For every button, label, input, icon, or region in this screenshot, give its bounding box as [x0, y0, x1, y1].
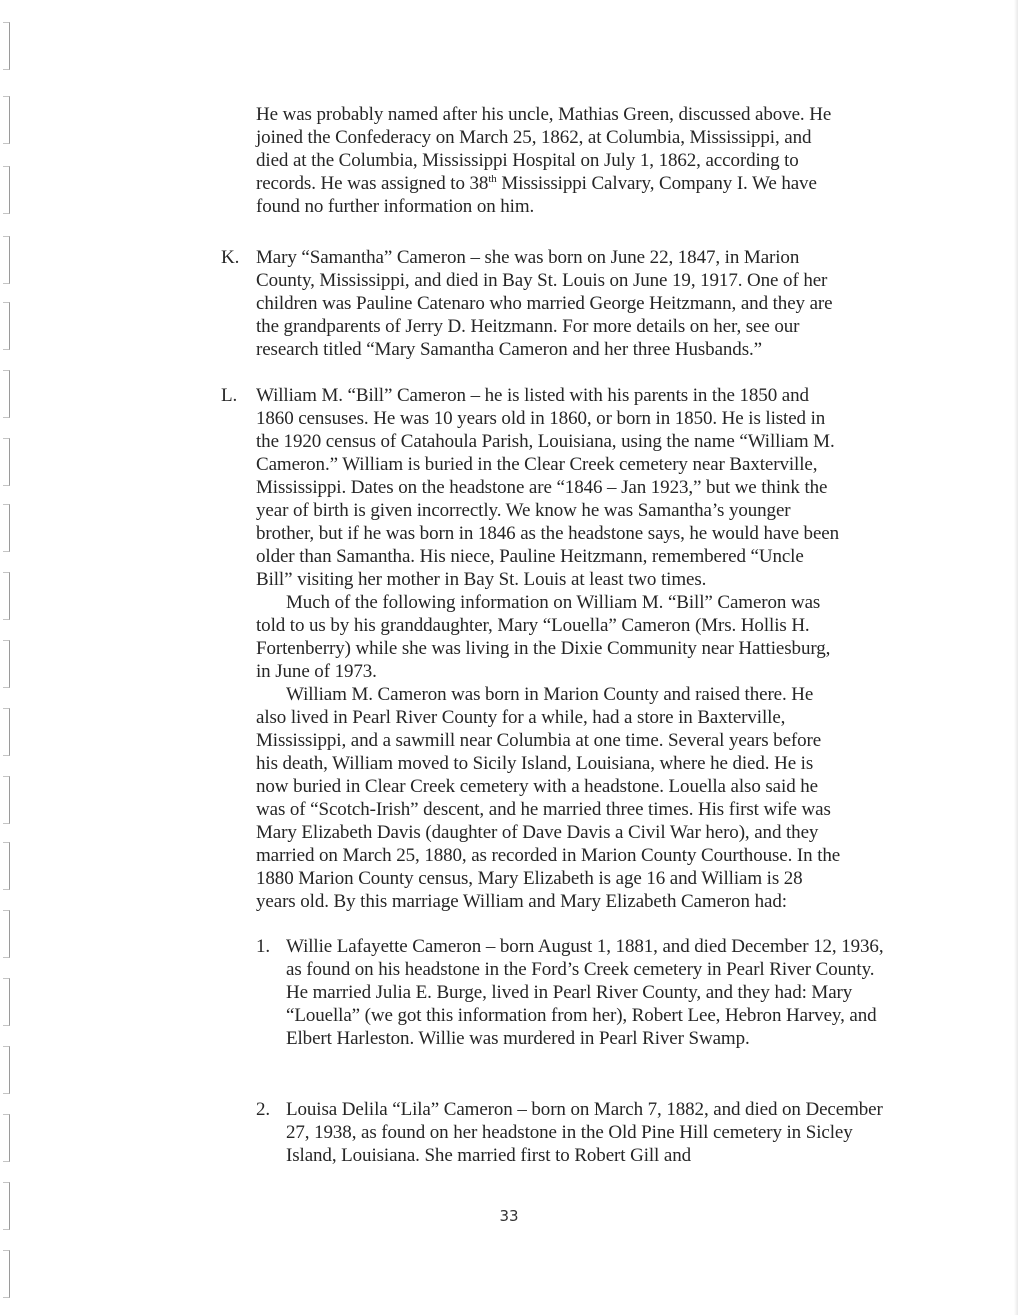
list-number: 1. — [256, 936, 271, 957]
text-line: Much of the following information on William M. “Bill” Cameron was — [286, 592, 821, 613]
text-line: William M. “Bill” Cameron – he is listed with his parents in the 1850 and — [256, 385, 809, 406]
text-line: years old. By this marriage William and Mary Elizabeth Cameron had: — [256, 891, 787, 912]
text-line: joined the Confederacy on March 25, 1862, at Columbia, Mississippi, and — [256, 127, 812, 148]
text-line: Mississippi. Dates on the headstone are “1846 – Jan 1923,” but we think the — [256, 477, 828, 498]
text-line: married on March 25, 1880, as recorded in Marion County Courthouse. In the — [256, 845, 841, 866]
text-line: River Swamp. — [642, 1028, 750, 1049]
text-line: year of birth is given incorrectly. We know he was Samantha’s younger — [256, 500, 791, 521]
text-line: 1860 censuses. He was 10 years old in 1860, or born in 1850. He is listed in — [256, 408, 826, 429]
text-line: December 27, 1938, as found on her headstone in the Old Pine Hill — [286, 1099, 883, 1143]
text-line: Mary “Samantha” Cameron – she was born on June 22, 1847, in Marion — [256, 247, 800, 268]
text-line: William M. Cameron was born in Marion County and raised there. He — [286, 684, 814, 705]
entry-k-paragraph — [256, 246, 896, 361]
text-line: Mississippi, and a sawmill near Columbia at one time. Several years before — [256, 730, 822, 751]
binder-mark — [3, 776, 10, 824]
binder-mark — [3, 302, 10, 350]
binder-mark — [3, 96, 10, 144]
text-line: also lived in Pearl River County for a while, had a store in Baxterville, — [256, 707, 786, 728]
text-line: 1880 Marion County census, Mary Elizabeth is age 16 and William is 28 — [256, 868, 803, 889]
entry-l-paragraph — [256, 384, 896, 913]
text-line: told to us by his granddaughter, Mary “Louella” Cameron (Mrs. Hollis H. — [256, 615, 810, 636]
text-line: and they had: Mary “Louella” (we got this information from her), Robert — [286, 982, 853, 1026]
binder-mark — [3, 708, 10, 756]
ordinal-superscript: th — [488, 173, 497, 185]
binder-mark — [3, 842, 10, 890]
entry-letter: L. — [221, 385, 238, 406]
text-line: Lee, Hebron Harvey, and Elbert Harleston. Willie was murdered in Pearl — [286, 1005, 877, 1049]
text-line: County, Mississippi, and died in Bay St. Louis on June 19, 1917. One of her — [256, 270, 828, 291]
page-edge-shadow — [1014, 0, 1018, 1315]
binder-mark — [3, 1046, 10, 1094]
text-line: cemetery in Sicley Island, Louisiana. She married first to Robert Gill and — [286, 1122, 853, 1166]
text-line: found no further information on him. — [256, 196, 535, 217]
text-line: died at the Columbia, Mississippi Hospital on July 1, 1862, according to — [256, 150, 799, 171]
binder-mark — [3, 910, 10, 958]
list-number: 2. — [256, 1099, 271, 1120]
binder-mark — [3, 438, 10, 486]
list-item — [286, 1098, 896, 1167]
list-item — [286, 935, 896, 1050]
binder-mark — [3, 504, 10, 552]
text-line — [256, 172, 896, 195]
text-line: Mary Elizabeth Davis (daughter of Dave Davis a Civil War hero), and they — [256, 822, 819, 843]
text-line: in June of 1973. — [256, 661, 377, 682]
binder-mark — [3, 22, 10, 70]
text-line: his death, William moved to Sicily Island, Louisiana, where he died. He is — [256, 753, 814, 774]
binder-mark — [3, 978, 10, 1026]
text-line: Louisa Delila “Lila” Cameron – born on March 7, 1882, and died on — [286, 1099, 801, 1120]
text-line: older than Samantha. His niece, Pauline Heitzmann, remembered “Uncle — [256, 546, 804, 567]
text-line: research titled “Mary Samantha Cameron and her three Husbands.” — [256, 339, 762, 360]
text-line: 1936, as found on his headstone in the Ford’s Creek cemetery in Pearl — [286, 936, 884, 980]
binder-mark — [3, 370, 10, 418]
binder-edge — [0, 0, 14, 1315]
text-line: the grandparents of Jerry D. Heitzmann. For more details on her, see our — [256, 316, 800, 337]
binder-mark — [3, 236, 10, 284]
text-line: brother, but if he was born in 1846 as the headstone says, he would have been — [256, 523, 840, 544]
binder-mark — [3, 640, 10, 688]
text-line: Willie Lafayette Cameron – born August 1, 1881, and died December 12, — [286, 936, 837, 957]
text-fragment: Mississippi Calvary, Company I. We have — [496, 173, 817, 194]
binder-mark — [3, 166, 10, 214]
intro-paragraph — [256, 103, 896, 218]
text-line: Fortenberry) while she was living in the Dixie Community near Hattiesburg, — [256, 638, 831, 659]
text-line: Bill” visiting her mother in Bay St. Louis at least two times. — [256, 569, 707, 590]
page-number: 33 — [499, 1207, 519, 1225]
text-line: He was probably named after his uncle, Mathias Green, discussed above. He — [256, 104, 832, 125]
text-line: Cameron.” William is buried in the Clear Creek cemetery near Baxterville, — [256, 454, 818, 475]
binder-mark — [3, 1250, 10, 1298]
text-line: the 1920 census of Catahoula Parish, Louisiana, using the name “William M. — [256, 431, 835, 452]
text-line: children was Pauline Catenaro who married George Heitzmann, and they are — [256, 293, 833, 314]
text-line: River County. He married Julia E. Burge, lived in Pearl River County, — [286, 959, 875, 1003]
text-fragment: records. He was assigned to 38 — [256, 173, 489, 194]
text-line: was of “Scotch-Irish” descent, and he married three times. His first wife was — [256, 799, 831, 820]
binder-mark — [3, 572, 10, 620]
entry-letter: K. — [221, 247, 240, 268]
text-line: now buried in Clear Creek cemetery with a headstone. Louella also said he — [256, 776, 818, 797]
binder-mark — [3, 1114, 10, 1162]
